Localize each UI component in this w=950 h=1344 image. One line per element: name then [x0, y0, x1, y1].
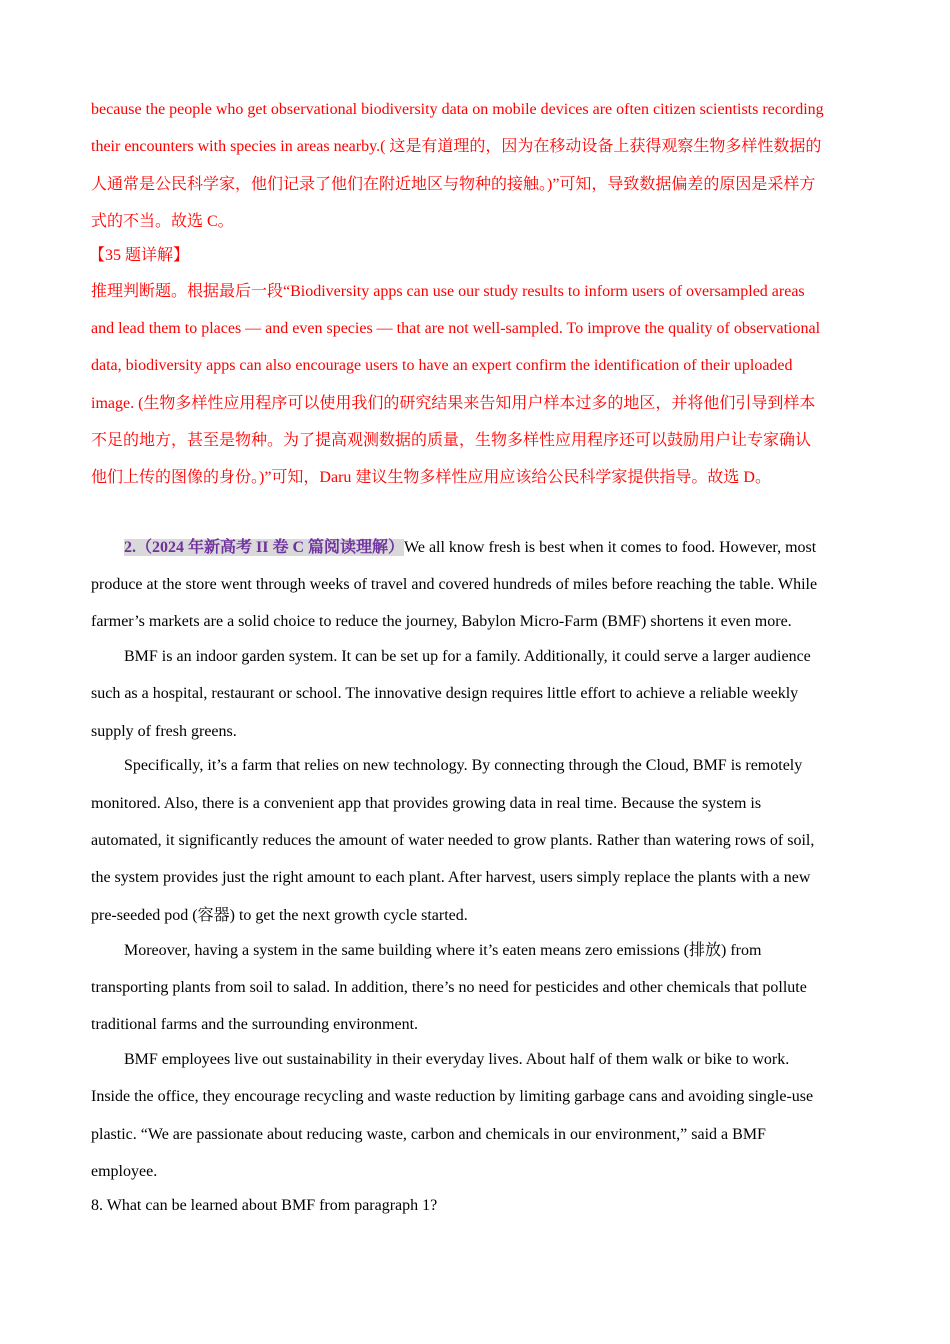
text-line: their encounters with species in areas nearby.( 这是有道理的，因为在移动设备上获得观察生物多样性数据的	[91, 138, 822, 155]
passage-p2-line: supply of fresh greens.	[91, 723, 237, 740]
passage-p2-line: such as a hospital, restaurant or school. The innovative design requires little effort to achieve a reliable weekly	[91, 685, 799, 702]
passage-p4-line: Moreover, having a system in the same building where it’s eaten means zero emissions (排放) from	[124, 942, 762, 959]
passage-p4-line: transporting plants from soil to salad. In addition, there’s no need for pesticides and other chemicals that pollute	[91, 979, 807, 996]
passage-p5-line: BMF employees live out sustainability in their everyday lives. About half of them walk or bike to work.	[124, 1051, 790, 1068]
text-line: because the people who get observational biodiversity data on mobile devices are often citizen scientists recording	[91, 101, 824, 118]
passage-p3-line: the system provides just the right amount to each plant. After harvest, users simply replace the plants with a new	[91, 869, 811, 886]
passage-p1-line: farmer’s markets are a solid choice to reduce the journey, Babylon Micro-Farm (BMF) shortens it even more.	[91, 613, 792, 630]
passage-first-line	[124, 538, 816, 558]
passage-p3-line: pre-seeded pod (容器) to get the next growth cycle started.	[91, 907, 468, 924]
text-line: 他们上传的图像的身份。)”可知，Daru 建议生物多样性应用应该给公民科学家提供指导。故选 D。	[91, 469, 771, 486]
text-line: data, biodiversity apps can also encourage users to have an expert confirm the identification of their uploaded	[91, 357, 793, 374]
passage-title: 2.（2024 年新高考 II 卷 C 篇阅读理解）	[124, 539, 405, 556]
passage-p1-line: We all know fresh is best when it comes to food. However, most	[404, 539, 817, 556]
passage-p3-line: automated, it significantly reduces the amount of water needed to grow plants. Rather than watering rows of soil,	[91, 832, 815, 849]
section-heading: 【35 题详解】	[89, 247, 190, 264]
passage-p5-line: employee.	[91, 1163, 158, 1180]
question-8: 8. What can be learned about BMF from paragraph 1?	[91, 1197, 438, 1214]
text-line: 人通常是公民科学家，他们记录了他们在附近地区与物种的接触。)”可知，导致数据偏差的原因是采样方	[91, 176, 816, 193]
passage-p3-line: monitored. Also, there is a convenient app that provides growing data in real time. Because the system is	[91, 795, 762, 812]
passage-p2-line: BMF is an indoor garden system. It can be set up for a family. Additionally, it could serve a larger audience	[124, 648, 811, 665]
passage-p4-line: traditional farms and the surrounding environment.	[91, 1016, 419, 1033]
passage-p1-line: produce at the store went through weeks of travel and covered hundreds of miles before reaching the table. While	[91, 576, 818, 593]
text-line: image. (生物多样性应用程序可以使用我们的研究结果来告知用户样本过多的地区，并将他们引导到样本	[91, 395, 816, 412]
text-line: 式的不当。故选 C。	[91, 213, 234, 230]
passage-p3-line: Specifically, it’s a farm that relies on new technology. By connecting through the Cloud, BMF is remotely	[124, 757, 803, 774]
text-line: and lead them to places — and even species — that are not well-sampled. To improve the quality of observational	[91, 320, 821, 337]
passage-p5-line: Inside the office, they encourage recycling and waste reduction by limiting garbage cans and avoiding single-use	[91, 1088, 814, 1105]
passage-p5-line: plastic. “We are passionate about reducing waste, carbon and chemicals in our environment,” said a BMF	[91, 1126, 766, 1143]
text-line: 推理判断题。根据最后一段“Biodiversity apps can use our study results to inform users of oversampled areas	[91, 283, 805, 300]
text-line: 不足的地方，甚至是物种。为了提高观测数据的质量，生物多样性应用程序还可以鼓励用户让专家确认	[91, 432, 812, 449]
